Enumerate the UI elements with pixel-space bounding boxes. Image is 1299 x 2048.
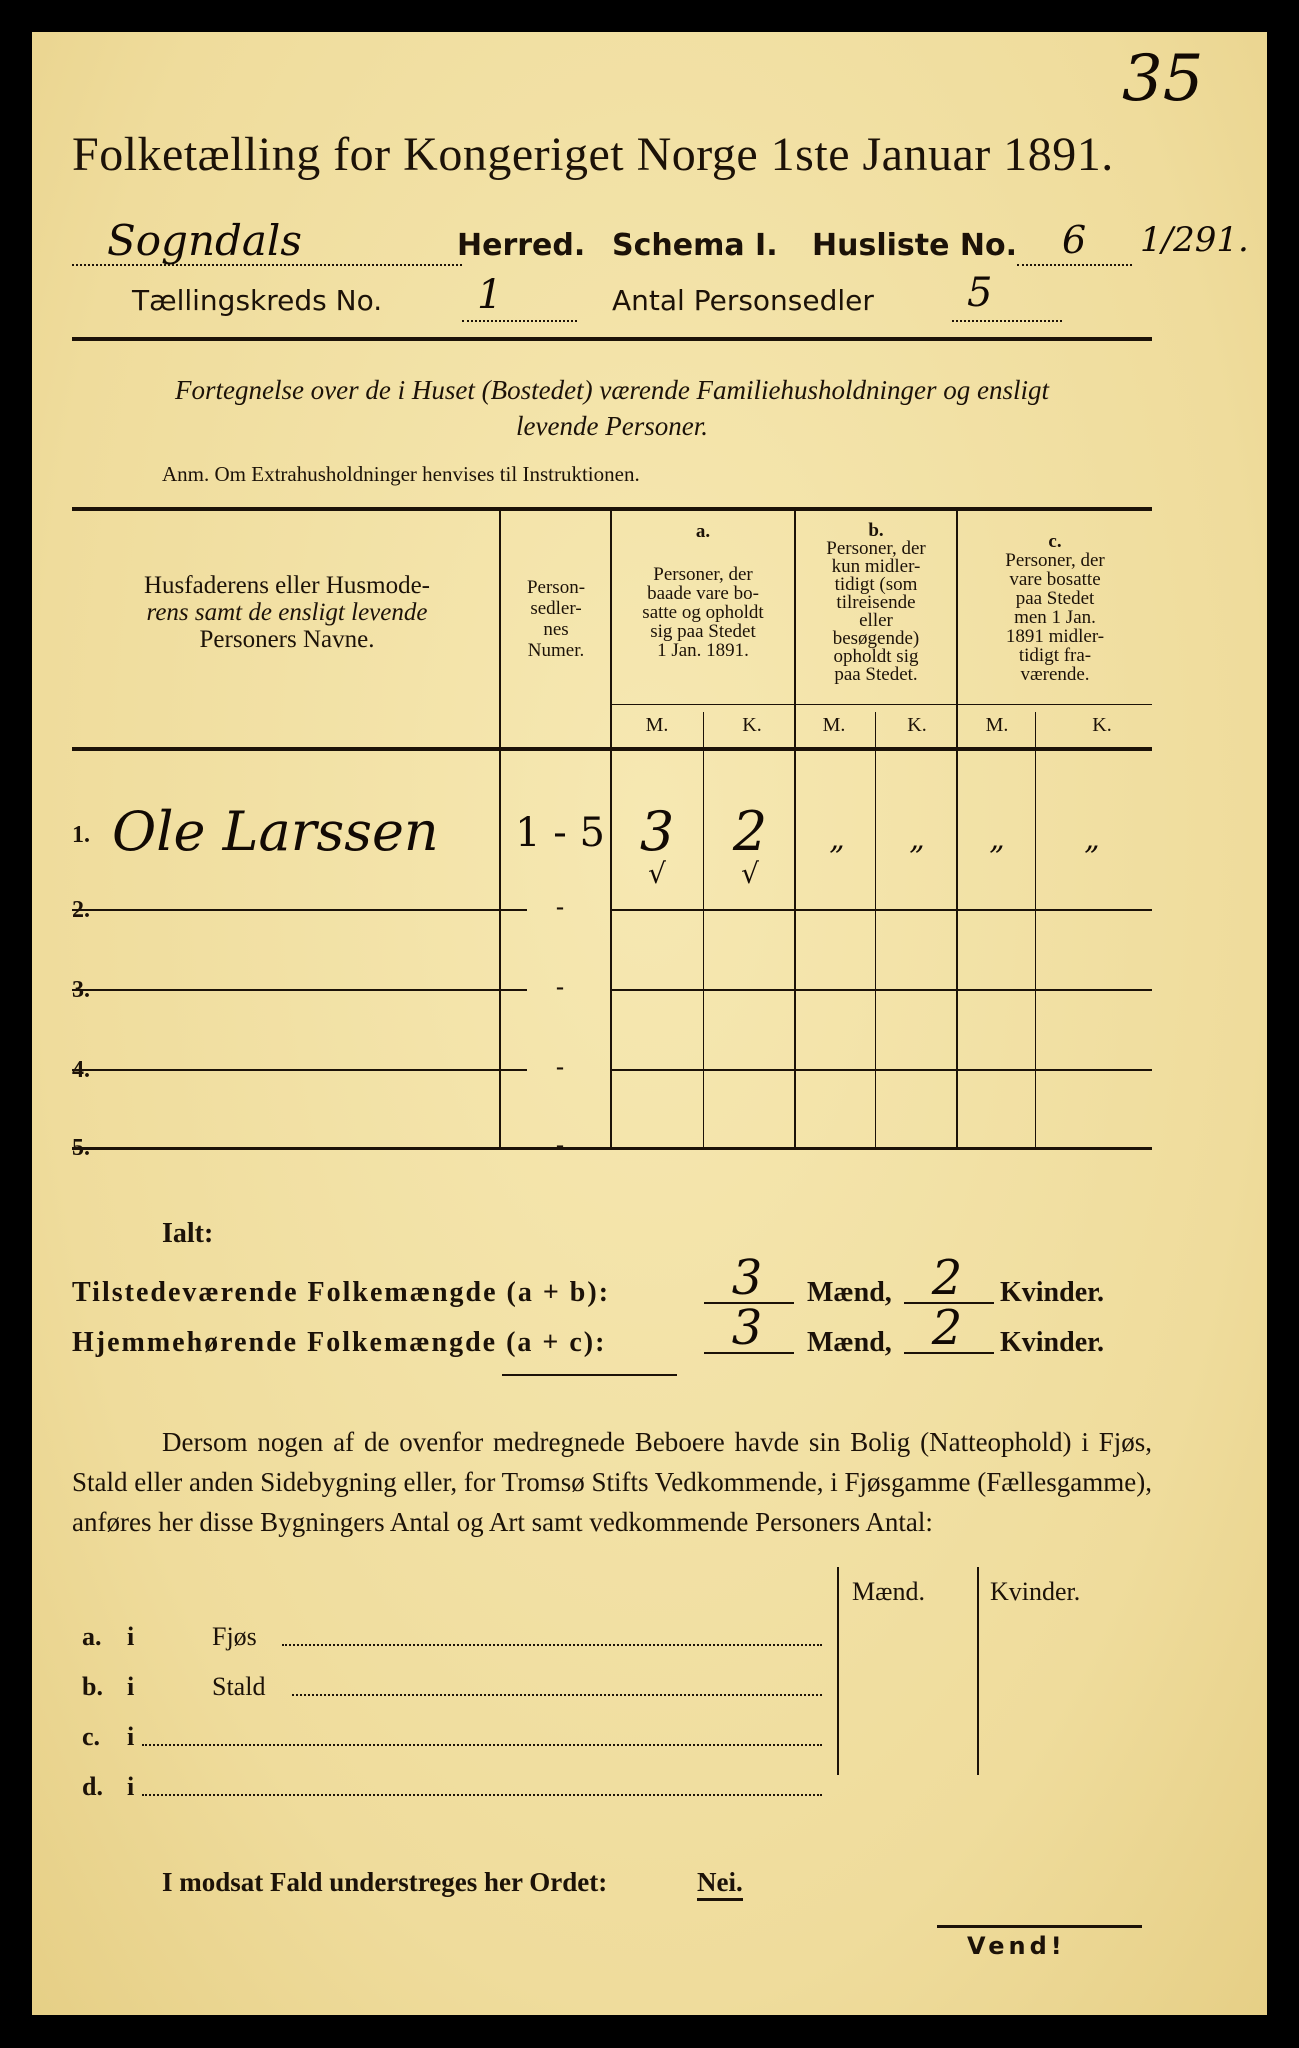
table-row-1-sedler: 1 - 5 bbox=[515, 810, 605, 856]
tilst-maend-value: 3 bbox=[731, 1250, 763, 1306]
modsat-text: I modsat Fald understreges her Ordet: bbox=[162, 1867, 608, 1897]
b-k-header: K. bbox=[907, 714, 927, 736]
row-rule-2 bbox=[72, 989, 527, 991]
table-vline-b-mk bbox=[875, 712, 876, 1149]
hjem-kvinder-word: Kvinder. bbox=[1000, 1327, 1104, 1358]
reference-mark: 1/291. bbox=[1140, 220, 1249, 260]
table-vline-a-mk bbox=[703, 712, 704, 1149]
item-d-prefix: i bbox=[127, 1772, 135, 1801]
table-row-1-c-m: „ bbox=[989, 822, 1005, 857]
table-row-2-number: 2. bbox=[72, 897, 90, 923]
table-row-1-a-m: 3 bbox=[639, 800, 675, 863]
tilst-label: Tilstedeværende Folkemængde (a + b): bbox=[72, 1277, 611, 1308]
table-top-rule bbox=[72, 507, 1152, 511]
table-row-1-a-k-check: √ bbox=[741, 857, 759, 890]
table-vline-c-mk bbox=[1035, 712, 1036, 1149]
item-c-dots bbox=[142, 1744, 822, 1746]
herred-value: Sogndals bbox=[107, 216, 302, 265]
col-header-a: a. Personer, der baade vare bo- satte og opholdt sig paa Stedet 1 Jan. 1891. bbox=[642, 521, 764, 661]
intro-line-2: levende Personer. bbox=[516, 411, 708, 441]
col-header-b: b. Personer, der kun midler- tidigt (som tilreisende eller besøgende) opholdt sig paa Stedet. bbox=[826, 520, 926, 685]
table-row-1-number: 1. bbox=[72, 822, 90, 848]
ialt-label: Ialt: bbox=[162, 1218, 214, 1249]
table-row-1-b-m: „ bbox=[829, 822, 845, 857]
corner-handwritten-number: 35 bbox=[1122, 42, 1204, 116]
intro-line-1: Fortegnelse over de i Huset (Bostedet) værende Familiehusholdninger og ensligt bbox=[174, 375, 1050, 405]
nei-word: Nei. bbox=[697, 1867, 743, 1901]
c-m-header: M. bbox=[985, 714, 1009, 736]
item-a-dots bbox=[282, 1644, 822, 1646]
row-rule-3 bbox=[72, 1069, 527, 1071]
table-row-3-sedler: - bbox=[556, 974, 564, 1000]
table-row-4-sedler: - bbox=[556, 1054, 564, 1080]
item-d-letter: d. bbox=[82, 1772, 103, 1801]
hjem-maend-value: 3 bbox=[731, 1300, 763, 1356]
table-row-1-name: Ole Larssen bbox=[112, 800, 439, 863]
row-rule-1 bbox=[72, 909, 527, 911]
table-row-1-b-k: „ bbox=[909, 822, 925, 857]
personsedler-value: 5 bbox=[967, 270, 993, 316]
tilst-kvinder-value: 2 bbox=[931, 1250, 963, 1306]
table-bottom-rule bbox=[72, 1147, 1152, 1150]
item-a-label: Fjøs bbox=[212, 1622, 257, 1651]
col-header-names: Husfaderens eller Husmode- rens samt de ensligt levende Personers Navne. bbox=[143, 572, 430, 653]
husliste-value: 6 bbox=[1062, 218, 1087, 262]
buildings-vline-1 bbox=[837, 1567, 839, 1775]
a-k-header: K. bbox=[742, 714, 762, 736]
item-a-prefix: i bbox=[127, 1622, 135, 1651]
row-rule-2b bbox=[612, 989, 1152, 991]
row-rule-3b bbox=[612, 1069, 1152, 1071]
item-d-dots bbox=[142, 1794, 822, 1796]
kreds-label: Tællingskreds No. bbox=[132, 284, 383, 317]
item-b-prefix: i bbox=[127, 1672, 135, 1701]
table-header-bottom-rule bbox=[72, 747, 1152, 751]
header-divider bbox=[72, 337, 1152, 341]
table-row-4-number: 4. bbox=[72, 1057, 90, 1083]
form-title: Folketælling for Kongeriget Norge 1ste Januar 1891. bbox=[72, 128, 1114, 181]
c-k-header: K. bbox=[1092, 714, 1112, 736]
mk-subheader-rule bbox=[612, 704, 1152, 705]
hjem-label: Hjemmehørende Folkemængde (a + c): bbox=[72, 1327, 607, 1358]
table-row-3-number: 3. bbox=[72, 977, 90, 1003]
item-a-letter: a. bbox=[82, 1622, 102, 1651]
husliste-label: Husliste No. bbox=[812, 228, 1017, 263]
table-row-2-sedler: - bbox=[556, 894, 564, 920]
tilst-kvinder-word: Kvinder. bbox=[1000, 1277, 1104, 1308]
personsedler-label: Antal Personsedler bbox=[612, 284, 874, 317]
table-vline-1 bbox=[499, 509, 501, 1149]
hjem-maend-word: Mænd, bbox=[807, 1327, 892, 1358]
item-b-letter: b. bbox=[82, 1672, 103, 1701]
item-c-prefix: i bbox=[127, 1722, 135, 1751]
herred-label: Herred. bbox=[457, 228, 586, 263]
row-rule-1b bbox=[612, 909, 1152, 911]
vend-label: Vend! bbox=[967, 1932, 1066, 1960]
table-row-1-a-k: 2 bbox=[732, 800, 768, 863]
item-c-letter: c. bbox=[82, 1722, 101, 1751]
col-header-c: c. Personer, der vare bosatte paa Stedet men 1 Jan. 1891 midler- tidigt fra- værende. bbox=[1005, 531, 1105, 685]
hjem-kvinder-value: 2 bbox=[931, 1300, 963, 1356]
footer-rule bbox=[937, 1925, 1142, 1928]
buildings-maend-header: Mænd. bbox=[852, 1577, 925, 1606]
schema-label: Schema I. bbox=[612, 228, 778, 263]
a-m-header: M. bbox=[645, 714, 669, 736]
item-b-label: Stald bbox=[212, 1672, 266, 1701]
item-b-dots bbox=[292, 1694, 822, 1696]
col-header-numer: Person- sedler- nes Numer. bbox=[526, 577, 586, 661]
buildings-vline-2 bbox=[977, 1567, 979, 1775]
buildings-kvinder-header: Kvinder. bbox=[990, 1577, 1081, 1606]
table-row-5-number: 5. bbox=[72, 1135, 90, 1161]
kreds-value: 1 bbox=[477, 272, 503, 318]
tilst-maend-word: Mænd, bbox=[807, 1277, 892, 1308]
anm-note: Anm. Om Extrahusholdninger henvises til Instruktionen. bbox=[162, 462, 640, 486]
census-form-sheet bbox=[32, 32, 1267, 2015]
buildings-paragraph: Dersom nogen af de ovenfor medregnede Beboere havde sin Bolig (Natteophold) i Fjøs, Stald eller anden Sidebygning eller, for Tromsø Stifts Vedkommende, i Fjøsgamme (Fællesgamme), anføres her disse Bygningers Antal og Art samt vedkommende Personers Antal: bbox=[72, 1427, 1152, 1537]
table-row-1-c-k: „ bbox=[1084, 822, 1100, 857]
intro-text bbox=[72, 372, 1152, 444]
table-row-1-a-m-check: √ bbox=[648, 857, 666, 890]
table-row-5-sedler: - bbox=[556, 1132, 564, 1158]
b-m-header: M. bbox=[822, 714, 846, 736]
section-divider bbox=[502, 1374, 677, 1376]
